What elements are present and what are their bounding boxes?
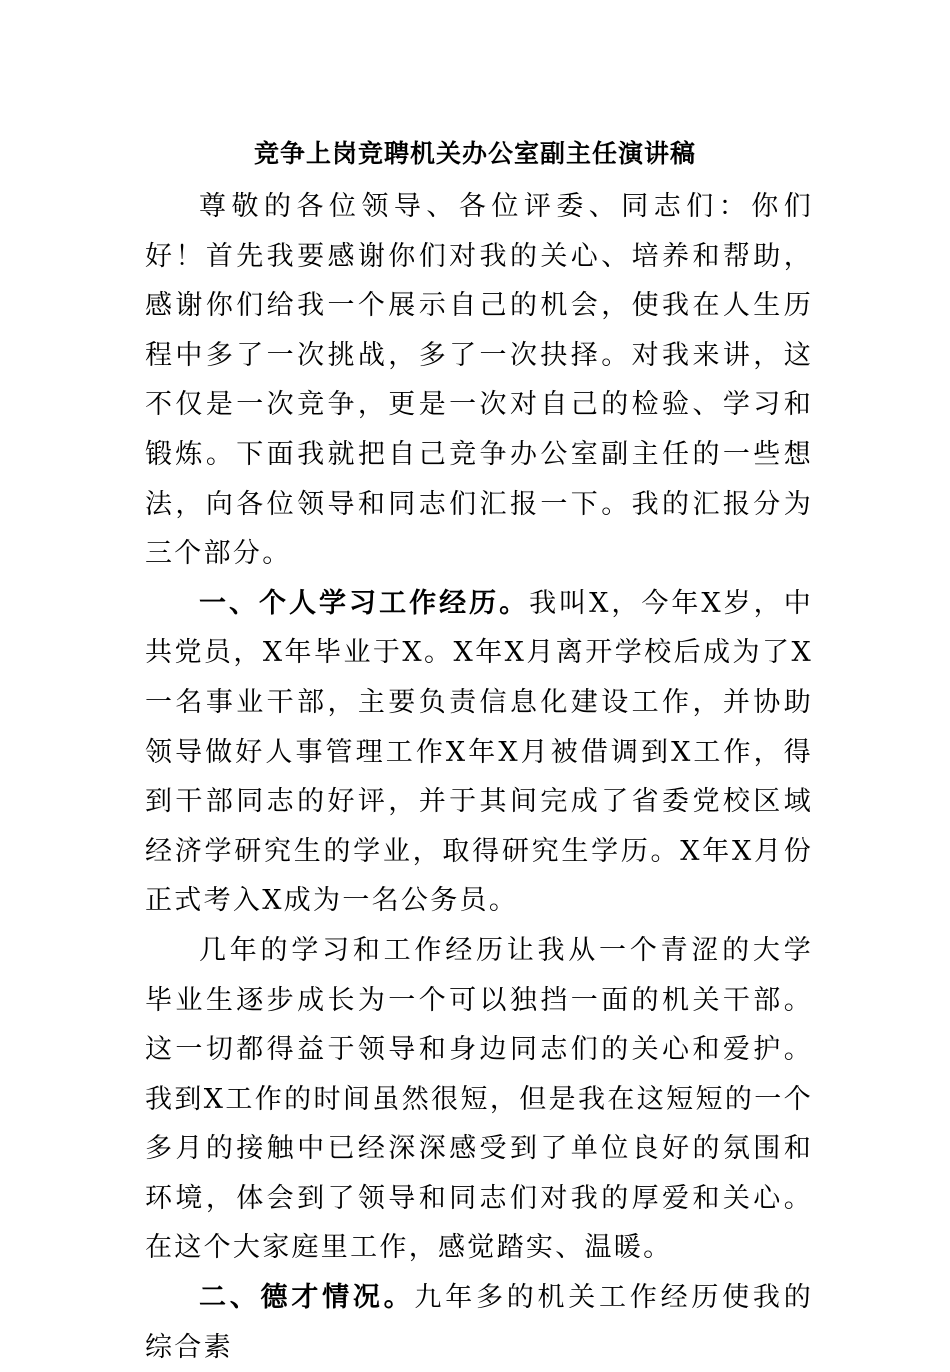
paragraph-text: 我叫X，今年X岁，中共党员，X年毕业于X。X年X月离开学校后成为了X一名事业干部，主要负责信息化建设工作，并协助领导做好人事管理工作X年X月被借调到X工作，得到干部同志的好评，并于其间完成了省委党校区域经济学研究生的学业，取得研究生学历。X年X月份正式考入X成为一名公务员。 (145, 587, 813, 917)
paragraph-text: 尊敬的各位领导、各位评委、同志们：你们好！首先我要感谢你们对我的关心、培养和帮助，感谢你们给我一个展示自己的机会，使我在人生历程中多了一次挑战，多了一次抉择。对我来讲，这不仅是一次竞争，更是一次对自己的检验、学习和锻炼。下面我就把自己竞争办公室副主任的一些想法，向各位领导和同志们汇报一下。我的汇报分为三个部分。 (145, 191, 813, 570)
section-heading: 二、德才情况。 (199, 1282, 415, 1314)
paragraph-greeting (145, 182, 813, 579)
paragraph-section-one (145, 579, 813, 926)
paragraph-text: 九年多的机关工作经历使我的综合素 (145, 1282, 813, 1363)
document-body (145, 182, 813, 1372)
paragraph-text: 几年的学习和工作经历让我从一个青涩的大学毕业生逐步成长为一个可以独挡一面的机关干部。这一切都得益于领导和身边同志们的关心和爱护。我到X工作的时间虽然很短，但是我在这短短的一个多月的接触中已经深深感受到了单位良好的氛围和环境，体会到了领导和同志们对我的厚爱和关心。在这个大家庭里工作，感觉踏实、温暖。 (145, 934, 813, 1264)
paragraph-experience (145, 926, 813, 1273)
section-heading: 一、个人学习工作经历。 (199, 587, 530, 619)
paragraph-section-two (145, 1273, 813, 1372)
document-title: 竞争上岗竞聘机关办公室副主任演讲稿 (253, 139, 696, 168)
